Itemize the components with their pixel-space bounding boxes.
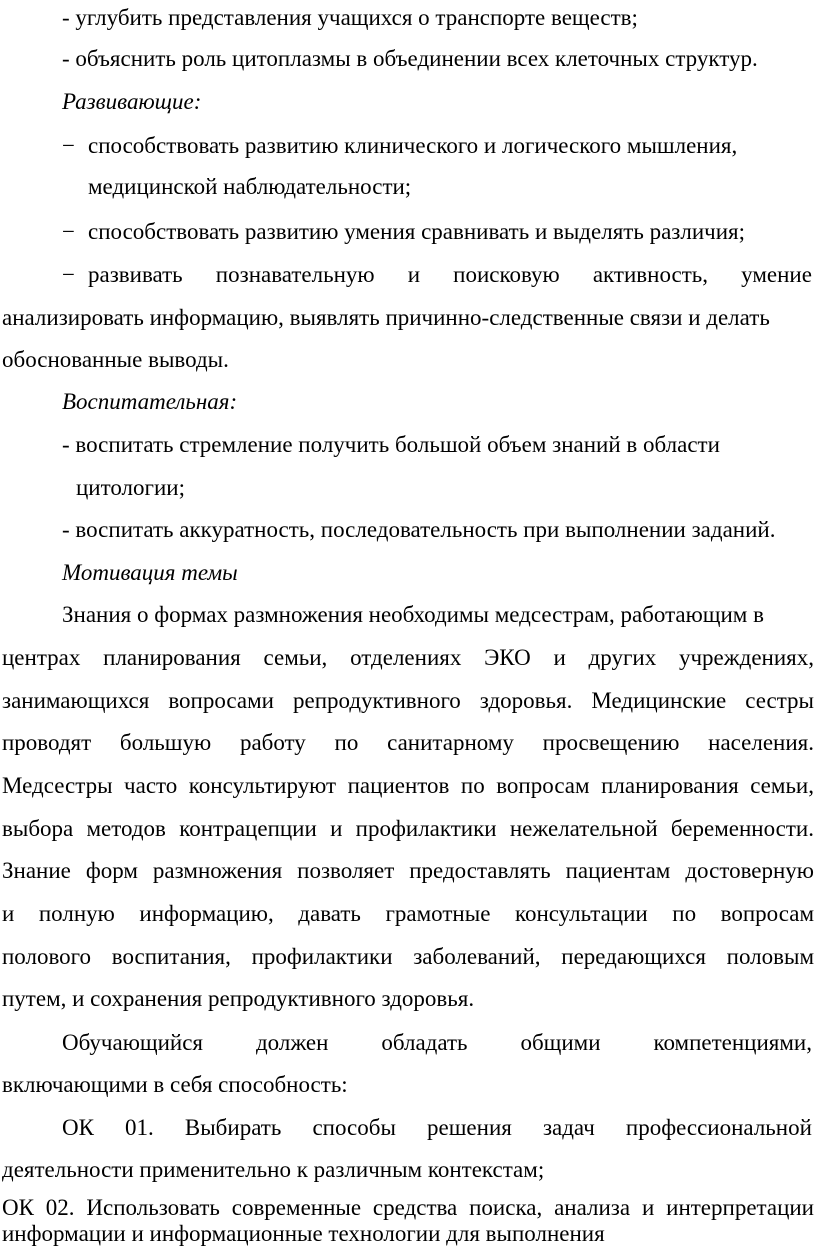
motivation-heading: Мотивация темы xyxy=(62,560,238,585)
word: умение xyxy=(741,262,812,287)
word: обладать xyxy=(381,1030,468,1055)
competencies-intro xyxy=(62,1031,812,1054)
educational-item: - воспитать аккуратность, последовательность при выполнении заданий. xyxy=(62,517,776,542)
word: общими xyxy=(520,1030,601,1055)
competencies-intro-continuation: включающими в себя способность: xyxy=(2,1072,348,1097)
developing-item xyxy=(62,134,816,157)
motivation-line: центрах планирования семьи, отделениях ЭКО и других учреждениях, xyxy=(2,645,814,670)
motivation-line: проводят большую работу по санитарному просвещению населения. xyxy=(2,730,814,755)
motivation-line: выбора методов контрацепции и профилактики нежелательной беременности. xyxy=(2,816,814,841)
motivation-line: занимающихся вопросами репродуктивного здоровья. Медицинские сестры xyxy=(2,688,814,713)
dash-marker: − xyxy=(62,133,75,158)
developing-item-continuation: обоснованные выводы. xyxy=(2,347,229,372)
educational-item-continuation: цитологии; xyxy=(76,475,185,500)
motivation-line: полового воспитания, профилактики заболеваний, передающихся половым xyxy=(2,944,814,969)
word: 01. xyxy=(125,1115,154,1140)
word: ОК xyxy=(62,1115,94,1140)
competency-ok01-continuation: деятельности применительно к различным контекстам; xyxy=(2,1157,545,1182)
developing-item-text: способствовать развитию клинического и логического мышления, xyxy=(88,133,738,158)
word: должен xyxy=(255,1030,329,1055)
word: развивать xyxy=(88,262,183,287)
objective-line: - объяснить роль цитоплазмы в объединении всех клеточных структур. xyxy=(62,46,758,71)
motivation-line: и полную информацию, давать грамотные консультации по вопросам xyxy=(2,901,814,926)
dash-marker: − xyxy=(62,219,75,244)
motivation-line: Знания о формах размножения необходимы медсестрам, работающим в xyxy=(62,602,764,627)
competency-ok02: ОК 02. Использовать современные средства поиска, анализа и интерпретации xyxy=(2,1195,814,1220)
developing-heading: Развивающие: xyxy=(62,89,202,114)
developing-item-continuation: медицинской наблюдательности; xyxy=(88,174,412,199)
developing-item xyxy=(62,220,816,243)
word: задач xyxy=(542,1115,595,1140)
motivation-line: Медсестры часто консультируют пациентов по вопросам планирования семьи, xyxy=(2,773,814,798)
word: поисковую xyxy=(453,262,560,287)
educational-heading: Воспитательная: xyxy=(62,389,238,414)
educational-item: - воспитать стремление получить большой объем знаний в области xyxy=(62,432,720,457)
word: профессиональной xyxy=(625,1115,812,1140)
developing-item-text: способствовать развитию умения сравнивать и выделять различия; xyxy=(88,219,745,244)
developing-item-continuation: анализировать информацию, выявлять причинно-следственные связи и делать xyxy=(2,305,770,330)
word: и xyxy=(407,262,421,287)
justified-line xyxy=(88,263,812,286)
word: активность, xyxy=(592,262,709,287)
motivation-line: путем, и сохранения репродуктивного здоровья. xyxy=(2,986,475,1011)
word: Обучающийся xyxy=(62,1030,204,1055)
objective-line: - углубить представления учащихся о транспорте веществ; xyxy=(62,5,638,30)
word: познавательную xyxy=(215,262,375,287)
word: решения xyxy=(427,1115,512,1140)
developing-item xyxy=(62,263,812,286)
word: Выбирать xyxy=(184,1115,282,1140)
word: способы xyxy=(312,1115,396,1140)
motivation-line: Знание форм размножения позволяет предоставлять пациентам достоверную xyxy=(2,858,814,883)
dash-marker: − xyxy=(62,262,75,287)
competency-ok01 xyxy=(62,1116,812,1139)
competency-ok02-continuation: информации и информационные технологии для выполнения xyxy=(2,1221,605,1246)
word: компетенциями, xyxy=(653,1030,812,1055)
